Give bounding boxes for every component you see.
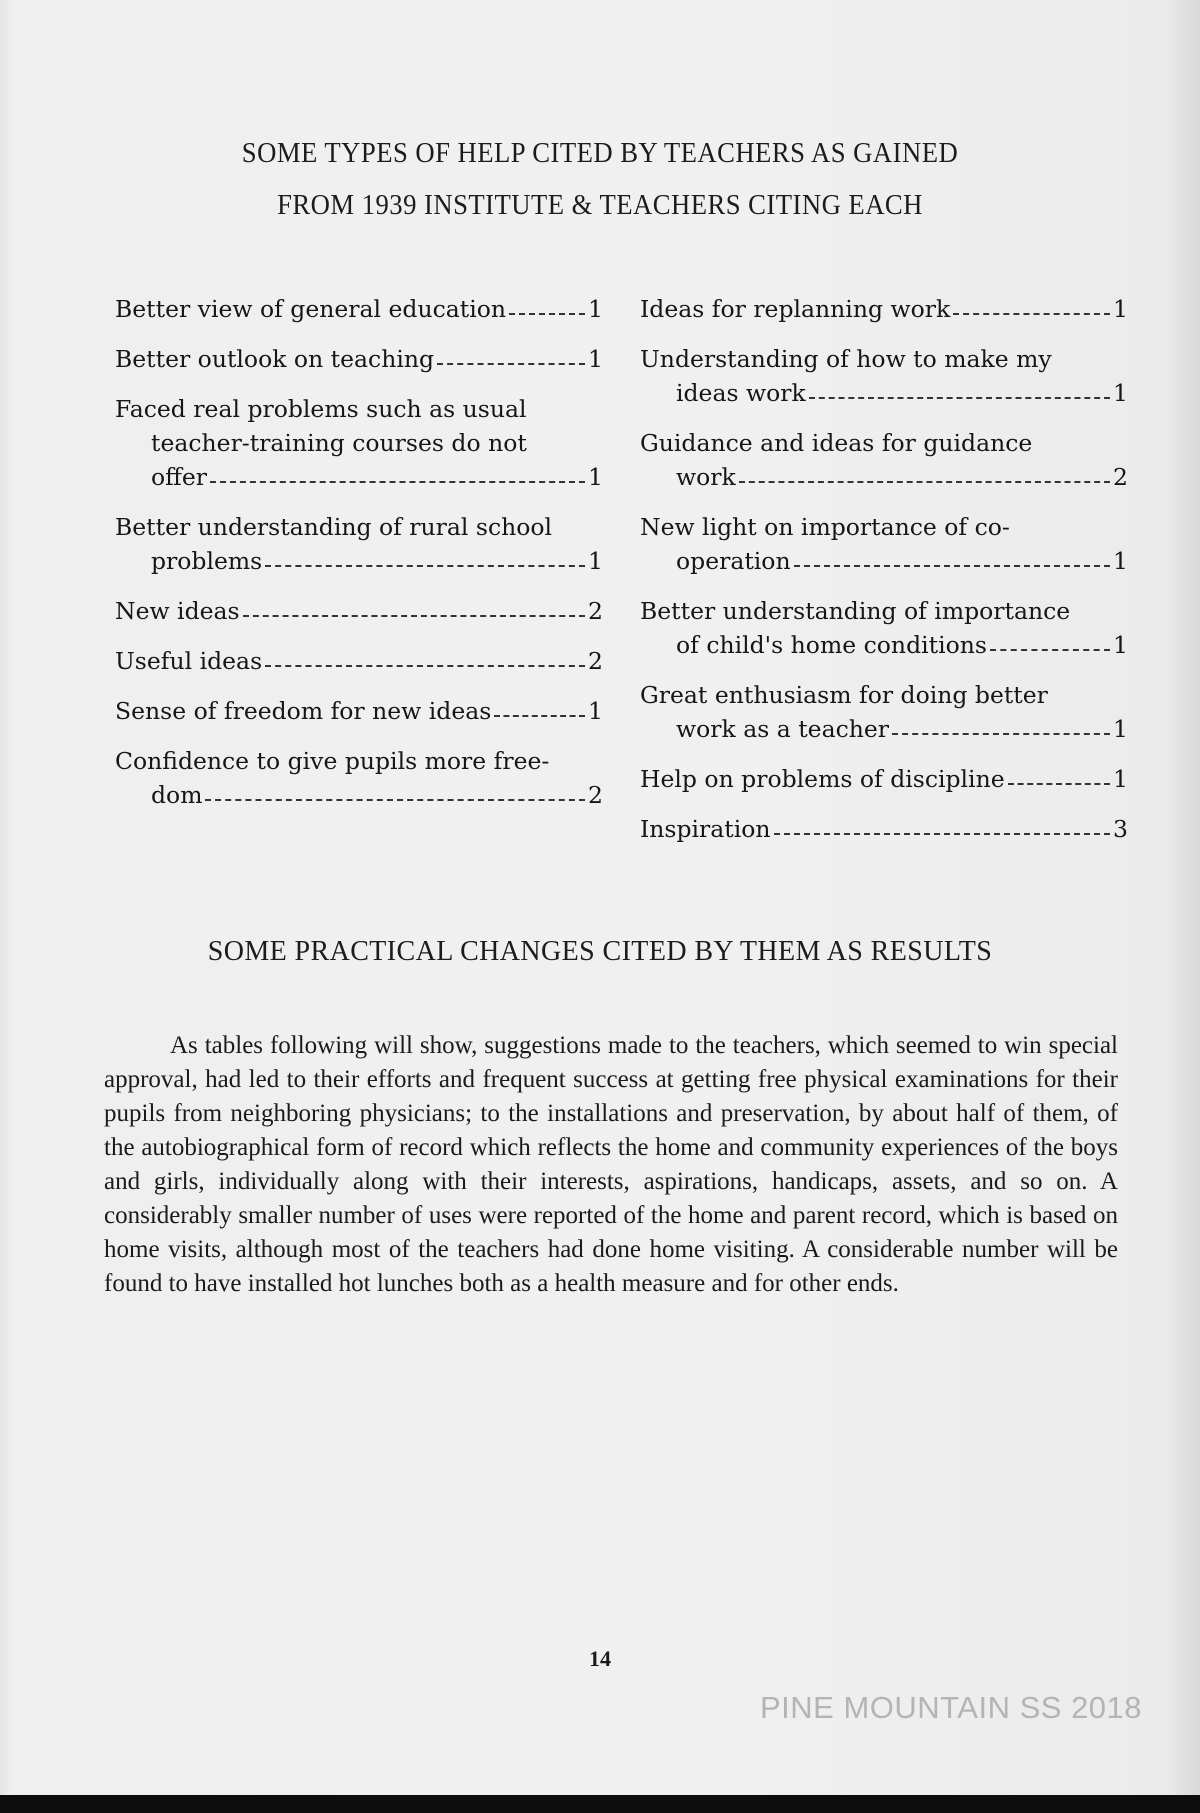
help-item-label: Help on problems of discipline: [640, 765, 1005, 793]
page-title-line-2: FROM 1939 INSTITUTE & TEACHERS CITING EACH: [277, 189, 923, 221]
help-item-label: dom: [151, 781, 203, 809]
teacher-count: 3: [1113, 815, 1128, 843]
dot-leader: [1008, 783, 1110, 785]
dot-leader: [739, 481, 1110, 483]
help-item-line: [640, 510, 1128, 544]
teacher-count: 1: [1113, 631, 1128, 659]
help-item-label: teacher-training courses do not: [151, 429, 527, 457]
page-title-line-1: SOME TYPES OF HELP CITED BY TEACHERS AS GAINED: [241, 137, 959, 169]
help-item: [640, 426, 1128, 494]
help-item-label: Great enthusiasm for doing better: [640, 681, 1048, 709]
right-help-list: [640, 292, 1128, 862]
help-item: [115, 392, 603, 494]
help-item-label: New light on importance of co-: [640, 513, 1010, 541]
help-item-line: [115, 778, 603, 812]
help-item: [115, 594, 603, 628]
dot-leader: [243, 615, 585, 617]
help-item-line: [115, 426, 603, 460]
help-item-line: [640, 594, 1128, 628]
help-item-label: of child's home conditions: [676, 631, 987, 659]
help-item-line: [115, 460, 603, 494]
dot-leader: [774, 833, 1111, 835]
watermark: PINE MOUNTAIN SS 2018: [760, 1690, 1143, 1725]
teacher-count: 1: [588, 345, 603, 373]
help-item: [115, 342, 603, 376]
teacher-count: 1: [588, 547, 603, 575]
dot-leader: [205, 799, 585, 801]
help-item-line: [640, 460, 1128, 494]
help-item-line: [640, 812, 1128, 846]
dot-leader: [494, 715, 585, 717]
teacher-count: 2: [588, 647, 603, 675]
help-item: [115, 744, 603, 812]
dot-leader: [990, 649, 1110, 651]
page-number: 14: [589, 1646, 611, 1671]
help-item-line: [115, 694, 603, 728]
teacher-count: 1: [1113, 715, 1128, 743]
teacher-count: 1: [588, 295, 603, 323]
teacher-count: 2: [588, 781, 603, 809]
help-item: [640, 510, 1128, 578]
teacher-count: 1: [1113, 765, 1128, 793]
help-item: [640, 292, 1128, 326]
help-item: [640, 678, 1128, 746]
scan-bottom-edge: [0, 1795, 1200, 1813]
help-item-label: Better view of general education: [115, 295, 506, 323]
left-help-list: [115, 292, 603, 828]
help-item: [115, 694, 603, 728]
help-item: [115, 292, 603, 326]
teacher-count: 1: [1113, 379, 1128, 407]
help-item-line: [115, 744, 603, 778]
help-item-line: [640, 544, 1128, 578]
help-item-line: [115, 392, 603, 426]
help-item-line: [640, 628, 1128, 662]
help-item-line: [640, 762, 1128, 796]
teacher-count: 1: [588, 463, 603, 491]
help-item-label: problems: [151, 547, 263, 575]
dot-leader: [210, 481, 585, 483]
help-item-line: [640, 678, 1128, 712]
help-item-line: [115, 594, 603, 628]
help-item-line: [640, 376, 1128, 410]
help-item-line: [115, 510, 603, 544]
dot-leader: [794, 565, 1110, 567]
help-item-line: [115, 544, 603, 578]
help-item-label: Useful ideas: [115, 647, 263, 675]
help-item: [640, 342, 1128, 410]
help-item-label: ideas work: [676, 379, 806, 407]
dot-leader: [265, 565, 585, 567]
help-item-label: Better understanding of importance: [640, 597, 1071, 625]
help-item-label: Guidance and ideas for guidance: [640, 429, 1033, 457]
help-item-label: Confidence to give pupils more free-: [115, 747, 550, 775]
help-item: [640, 594, 1128, 662]
dot-leader: [892, 733, 1110, 735]
dot-leader: [809, 397, 1110, 399]
help-item: [115, 510, 603, 578]
teacher-count: 1: [588, 697, 603, 725]
help-item-label: New ideas: [115, 597, 240, 625]
help-item-label: Better outlook on teaching: [115, 345, 435, 373]
body-paragraph: As tables following will show, suggestions made to the teachers, which seemed to win special approval, had led to their efforts and frequent success at getting free physical examinations for their pupils from neighboring physicians; to the installations and preservation, by about half of them, of the autobiographical form of record which reflects the home and community experiences of the boys and girls, individually along with their interests, aspirations, handicaps, assets, and so on. A considerably smaller number of uses were reported of the home and parent record, which is based on home visits, although most of the teachers had done home visiting. A considerable number will be found to have installed hot lunches both as a health measure and for other ends.: [104, 1032, 1118, 1297]
help-item-label: work as a teacher: [676, 715, 890, 743]
dot-leader: [265, 665, 585, 667]
teacher-count: 1: [1113, 547, 1128, 575]
teacher-count: 2: [1113, 463, 1128, 491]
help-item: [115, 644, 603, 678]
help-item-line: [640, 292, 1128, 326]
help-item: [640, 762, 1128, 796]
help-item-line: [640, 712, 1128, 746]
help-item-label: Inspiration: [640, 815, 771, 843]
dot-leader: [953, 313, 1110, 315]
dot-leader: [437, 363, 585, 365]
help-item: [640, 812, 1128, 846]
help-item-label: Better understanding of rural school: [115, 513, 553, 541]
help-item-label: Ideas for replanning work: [640, 295, 951, 323]
teacher-count: 2: [588, 597, 603, 625]
help-item-line: [115, 342, 603, 376]
teacher-count: 1: [1113, 295, 1128, 323]
help-item-label: work: [676, 463, 736, 491]
help-item-label: Sense of freedom for new ideas: [115, 697, 492, 725]
help-item-line: [640, 342, 1128, 376]
help-item-line: [115, 292, 603, 326]
help-item-line: [115, 644, 603, 678]
help-item-line: [640, 426, 1128, 460]
help-item-label: Understanding of how to make my: [640, 345, 1052, 373]
help-item-label: offer: [151, 463, 207, 491]
section-title-practical-changes: SOME PRACTICAL CHANGES CITED BY THEM AS RESULTS: [207, 936, 993, 967]
dot-leader: [509, 313, 585, 315]
help-item-label: operation: [676, 547, 791, 575]
help-item-label: Faced real problems such as usual: [115, 395, 527, 423]
